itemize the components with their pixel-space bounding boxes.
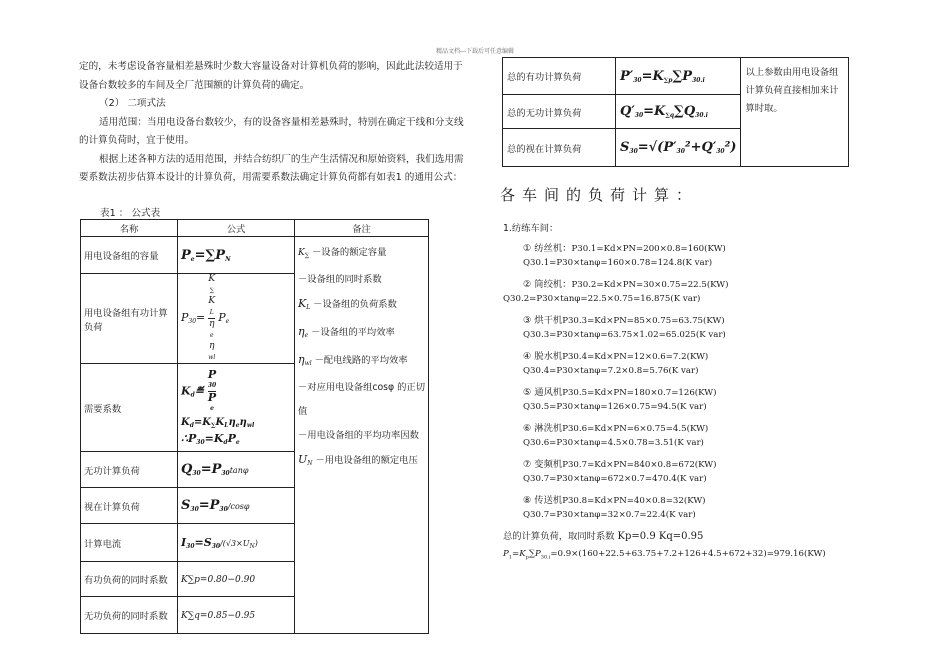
calc-q: Q30.7=P30×tanφ=32×0.7=22.4(K var): [523, 510, 696, 520]
note-item: －用电设备组的平均功率因数: [298, 430, 419, 441]
calc-item: ⑧ 传送机P30.8=Kd×PN=40×0.8=32(KW): [523, 495, 706, 506]
col-header-name: 名称: [81, 220, 178, 237]
row-name: 无功计算负荷: [81, 452, 178, 488]
formula-table: [80, 219, 429, 634]
section-title: 各车间的负荷计算：: [500, 186, 699, 204]
col-header-note: 备注: [295, 220, 429, 237]
calc-item: ⑤ 通风机P30.5=Kd×PN=180×0.7=126(KW): [523, 387, 717, 398]
row-name: 有功负荷的同时系数: [81, 562, 178, 597]
note-item: $\eta_e$ －设备组的平均效率: [298, 325, 395, 339]
note-item: $U_N$ －用电设备组的额定电压: [298, 453, 418, 467]
row-name: 计算电流: [81, 524, 178, 562]
total-line: 总的计算负荷，取同时系数 Kp=0.9 Kq=0.95: [503, 531, 704, 542]
paragraph-1: 定的，未考虑设备容量相差悬殊时少数大容量设备对计算机负荷的影响，因此此法较适用于设备台数较多的车间及全厂范围额的计算负荷的确定。: [79, 61, 463, 91]
calc-item: ② 筒绞机：P30.2=Kd×PN=30×0.75=22.5(KW): [523, 279, 729, 290]
note-item: －对应用电设备组cosφ 的正切值: [298, 382, 425, 417]
row-name: 总的无功计算负荷: [503, 95, 616, 129]
calc-item: ① 纺丝机：P30.1=Kd×PN=200×0.8=160(KW): [523, 243, 726, 254]
formula-cell: $P_{30}=$ K ∑ K L η e η wl $P_e$: [178, 274, 295, 364]
formula-cell: $P'_{30}=K_{\sum p}\sum P_{30.i}$: [616, 58, 741, 95]
row-name: 用电设备组的容量: [81, 237, 178, 274]
calc-q: Q30.7=P30×tanφ=672×0.7=470.4(K var): [523, 474, 707, 484]
notes-cell: [295, 237, 429, 634]
row-name: 总的有功计算负荷: [503, 58, 616, 95]
total-formula-table: [502, 57, 849, 167]
calc-q: Q30.6=P30×tanφ=4.5×0.78=3.51(K var): [523, 438, 704, 448]
row-name: 需要系数: [81, 364, 178, 452]
formula-cell: K∑p=0.80−0.90: [178, 562, 295, 597]
calc-item: ④ 脱水机P30.4=Kd×PN=12×0.6=7.2(KW): [523, 351, 709, 362]
note-item: －设备组的同时系数: [298, 274, 382, 285]
calc-item: ⑦ 变频机P30.7=Kd×PN=840×0.8=672(KW): [523, 459, 717, 470]
formula-cell: $S_{30}=√(P'_{30}^2+Q'_{30}^2)$: [616, 129, 741, 167]
formula-cell: K∑q=0.85−0.95: [178, 597, 295, 634]
calc-q: Q30.1=P30×tanφ=160×0.78=124.8(K var): [523, 258, 713, 268]
note-item: $K_\sum$ －设备的额定容量: [298, 247, 387, 259]
page-header: 精品文档---下载后可任意编辑: [435, 48, 515, 55]
calc-q: Q30.4=P30×tanφ=7.2×0.8=5.76(K var): [523, 366, 699, 376]
heading-binomial: （2） 二项式法: [99, 98, 166, 109]
table2-note: 以上参数由用电设备组计算负荷直接相加来计算时取。: [741, 58, 849, 167]
total-formula: $P_1=K_p\sum P_{30.i}=0.9\times(160+22.5+63.75+7.2+126+4.5+672+32)=979.16(KW)$: [503, 549, 826, 561]
calc-item: ③ 烘干机P30.3=Kd×PN=85×0.75=63.75(KW): [523, 315, 725, 326]
calc-q: Q30.5=P30×tanφ=126×0.75=94.5(K var): [523, 402, 707, 412]
formula-cell: $Q'_{30}=K_{\sum q}\sum Q_{30.i}$: [616, 95, 741, 129]
note-item: $\eta_{wl}$ －配电线路的平均效率: [298, 353, 408, 367]
formula-cell: $Q_{30}=P_{30}\tan\varphi$: [178, 452, 295, 488]
row-name: 无功负荷的同时系数: [81, 597, 178, 634]
row-name: 视在计算负荷: [81, 488, 178, 524]
calc-q: Q30.2=P30×tanφ=22.5×0.75=16.875(K var): [503, 294, 701, 304]
note-item: $K_L$ －设备组的负荷系数: [298, 297, 397, 311]
calc-q: Q30.3=P30×tanφ=63.75×1.02=65.025(K var): [523, 330, 726, 340]
paragraph-2: 适用范围：当用电设备台数较少，有的设备容量相差悬殊时，特别在确定干线和分支线的计算负荷时，宜于使用。: [79, 116, 464, 146]
formula-cell: $P_e=\sum P_N$: [178, 237, 295, 274]
formula-cell: $S_{30}=P_{30}$/cosφ: [178, 488, 295, 524]
row-name: 总的视在计算负荷: [503, 129, 616, 167]
col-header-formula: 公式: [178, 220, 295, 237]
formula-cell: $K_d≝$ P 30 P e $K_d=K_\sum K_L\eta_e\eta_{wl}$ $\therefore P_{30}=K_dP_e$: [178, 364, 295, 452]
subsection-heading: 1.纺练车间：: [503, 223, 559, 234]
table-caption: 表1 ： 公式表: [100, 208, 161, 219]
formula-cell: $I_{30}=S_{30}/(√3\times U_N)$: [178, 524, 295, 562]
left-column: [79, 58, 471, 188]
row-name: 用电设备组有功计算负荷: [81, 274, 178, 364]
paragraph-3: 根据上述各种方法的适用范围，并结合纺织厂的生产生活情况和原始资料，我们选用需要系数法初步估算本设计的计算负荷，用需要系数法确定计算负荷都有如表1 的通用公式：: [79, 153, 464, 183]
calc-item: ⑥ 淋洗机P30.6=Kd×PN=6×0.75=4.5(KW): [523, 423, 709, 434]
